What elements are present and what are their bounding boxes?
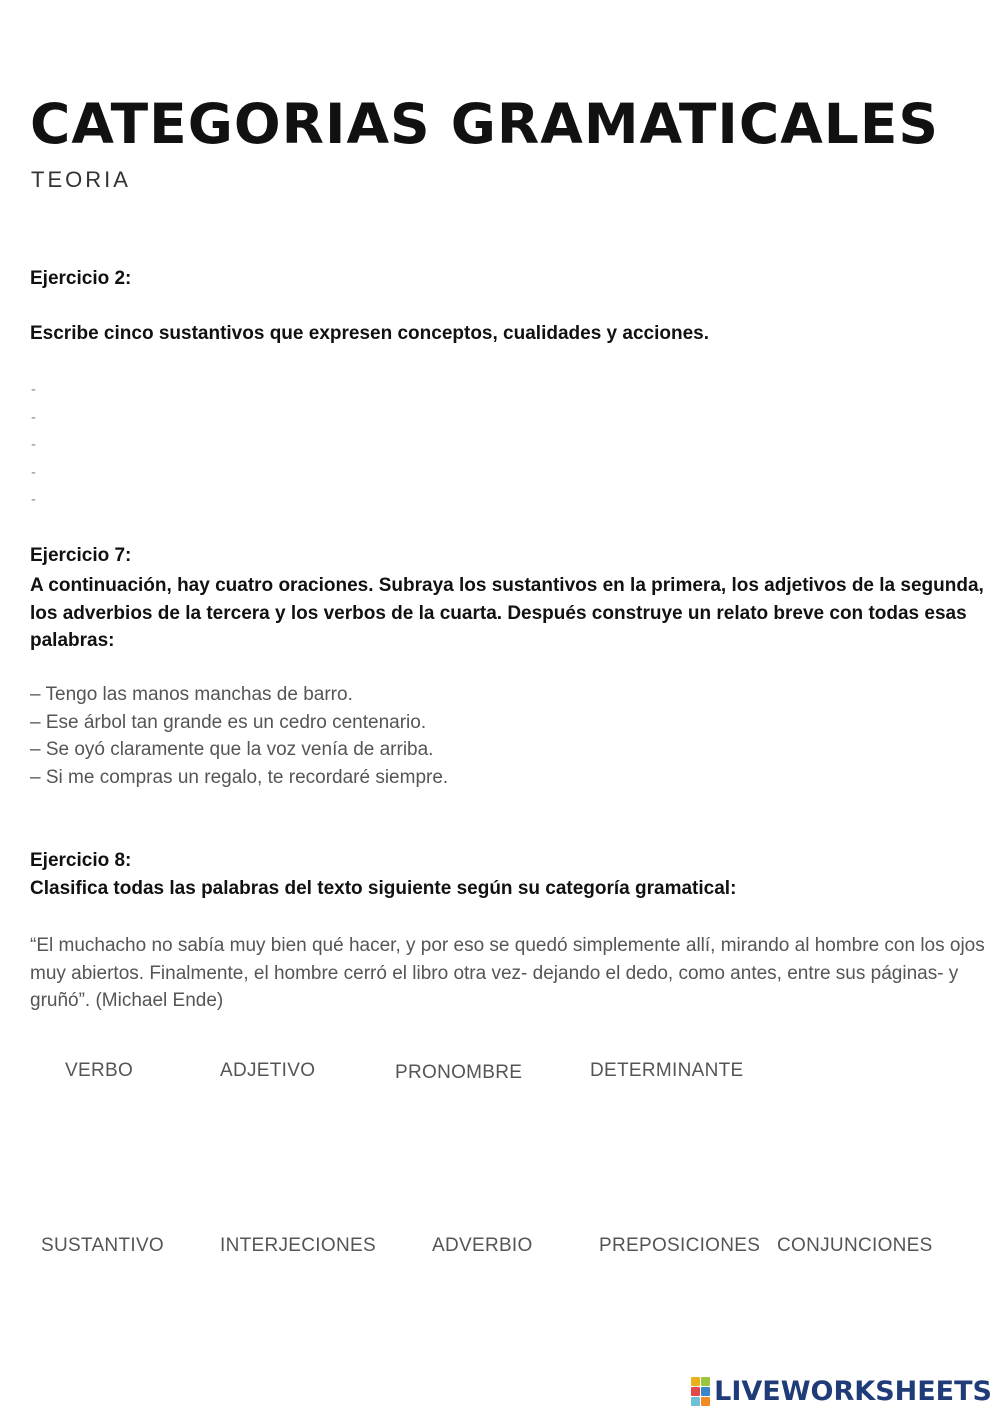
exercise-8-quote: “El muchacho no sabía muy bien qué hacer, y por eso se quedó simplemente allí, mirando al hombre con los ojos muy abiertos. Finalmente, el hombre cerró el libro otra vez- dejando el dedo, como antes, entre sus páginas- y gruñó”. (Michael Ende) <box>30 935 985 1011</box>
logo-square <box>701 1387 710 1396</box>
liveworksheets-logo <box>691 1376 992 1407</box>
category-verbo[interactable]: VERBO <box>65 1060 134 1081</box>
answer-line-4[interactable]: - <box>31 464 36 481</box>
logo-text: LIVEWORKSHEETS <box>714 1376 992 1407</box>
category-adjetivo[interactable]: ADJETIVO <box>220 1060 316 1081</box>
exercise-8-heading: Ejercicio 8: <box>30 850 132 871</box>
answer-line-3[interactable]: - <box>31 436 36 453</box>
logo-square <box>691 1377 700 1386</box>
exercise-2-heading: Ejercicio 2: <box>30 268 132 289</box>
category-interjeciones[interactable]: INTERJECIONES <box>220 1235 376 1256</box>
exercise-7-heading: Ejercicio 7: <box>30 545 132 566</box>
category-conjunciones[interactable]: CONJUNCIONES <box>777 1235 933 1256</box>
category-adverbio[interactable]: ADVERBIO <box>432 1235 533 1256</box>
exercise-2-instruction: Escribe cinco sustantivos que expresen conceptos, cualidades y acciones. <box>30 323 709 344</box>
category-preposiciones[interactable]: PREPOSICIONES <box>599 1235 761 1256</box>
page-subtitle: TEORIA <box>31 167 131 192</box>
sentence-4: – Si me compras un regalo, te recordaré siempre. <box>30 767 449 788</box>
logo-square <box>701 1397 710 1406</box>
answer-line-2[interactable]: - <box>31 409 36 426</box>
logo-square <box>691 1387 700 1396</box>
logo-square <box>691 1397 700 1406</box>
sentence-1: – Tengo las manos manchas de barro. <box>30 684 353 705</box>
category-determinante[interactable]: DETERMINANTE <box>590 1060 744 1081</box>
sentence-2: – Ese árbol tan grande es un cedro centenario. <box>30 712 427 733</box>
sentence-3: – Se oyó claramente que la voz venía de arriba. <box>30 739 434 760</box>
category-pronombre[interactable]: PRONOMBRE <box>395 1062 523 1083</box>
answer-line-5[interactable]: - <box>31 491 36 508</box>
logo-square <box>701 1377 710 1386</box>
answer-line-1[interactable]: - <box>31 381 36 398</box>
logo-icon <box>691 1377 710 1406</box>
page-title: CATEGORIAS GRAMATICALES <box>30 92 940 156</box>
exercise-7-instruction: A continuación, hay cuatro oraciones. Subraya los sustantivos en la primera, los adjetivos de la segunda, los adverbios de la tercera y los verbos de la cuarta. Después construye un relato breve con todas esas palabras: <box>30 575 984 651</box>
exercise-8-instruction: Clasifica todas las palabras del texto siguiente según su categoría gramatical: <box>30 878 737 899</box>
category-sustantivo[interactable]: SUSTANTIVO <box>41 1235 164 1256</box>
